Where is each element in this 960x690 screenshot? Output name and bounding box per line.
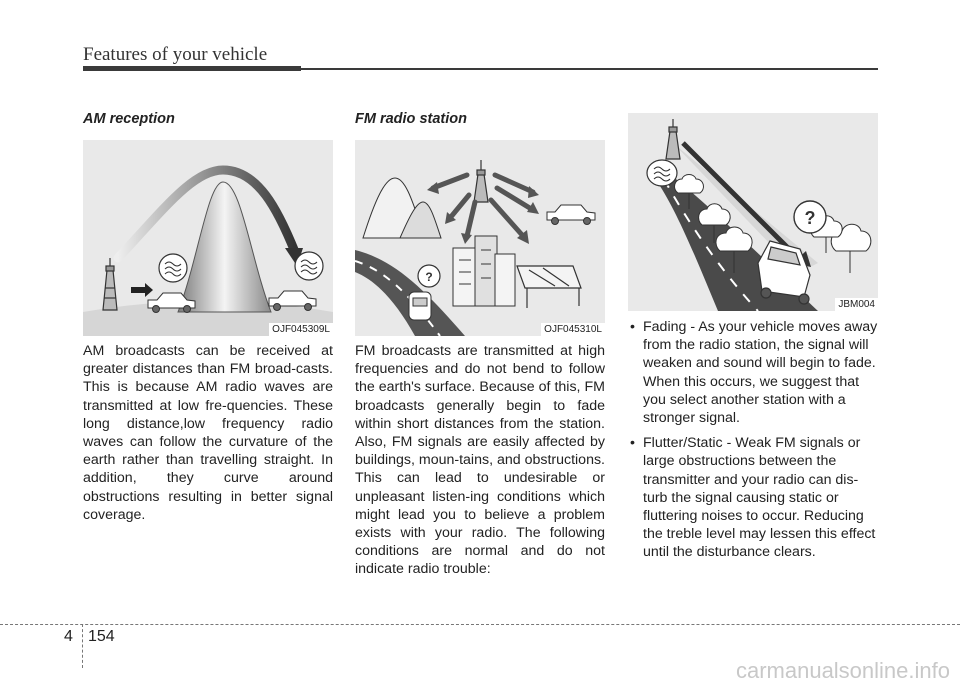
am-reception-figure — [83, 140, 333, 336]
watermark: carmanualsonline.info — [735, 658, 950, 683]
sound-bubble-icon — [295, 252, 323, 280]
list-item: • Fading - As your vehicle moves away from the radio station, the signal will weaken and sound will begin to fade. When this occurs, we suggest that you select another station with a stronger signal. — [630, 319, 878, 427]
bullet-fading-text: Fading - As your vehicle moves away from the radio station, the signal will weaken and sound will begin to fade. When this occurs, we suggest that you select another station with a stronger signal. — [643, 319, 878, 427]
sound-bubble-icon — [159, 254, 187, 282]
header-rule-thin — [301, 68, 878, 70]
am-reception-body: AM broadcasts can be received at greater distances than FM broad-casts. This is because AM radio waves are transmitted at low fre-quencies. These long distance,low frequency radio waves can follow the curvature of the earth rather than travelling straight. In addition, they curve around obstructions resulting in better signal coverage. — [83, 343, 333, 523]
fm-radio-station-body: FM broadcasts are transmitted at high frequencies and do not bend to follow the earth's surface. Because of this, FM broadcasts generally begin to fade within short distances from the station. Also, FM signals are easily affected by buildings, moun-tains, and obstructions. This can lead to undesirable or unpleasant listen-ing conditions which might lead you to believe a problem exists with your radio. The following conditions are normal and do not indicate radio trouble: — [355, 343, 605, 578]
signal-fading-figure — [628, 113, 878, 311]
svg-text:?: ? — [804, 208, 816, 228]
bullet-flutter-static-text: Flutter/Static - Weak FM signals or large obstructions between the transmitter and your radio can dis-turb the signal causing static or fluttering noises to occur. Reducing the treble level may lessen this effect until the disturbance clears. — [643, 435, 876, 561]
page-header-title: Features of your vehicle — [83, 44, 268, 65]
figure-code: OJF045310L — [541, 323, 605, 336]
chapter-number: 4 — [64, 628, 73, 645]
header-rule-thick — [83, 66, 301, 71]
page-number: 154 — [88, 628, 115, 645]
figure-code: JBM004 — [835, 298, 878, 311]
sound-bubble-icon — [647, 160, 677, 186]
am-reception-heading: AM reception — [83, 111, 175, 127]
fm-radio-station-heading: FM radio station — [355, 111, 467, 127]
svg-text:?: ? — [425, 270, 433, 284]
question-bubble-icon — [418, 265, 440, 287]
footer-divider — [82, 624, 83, 668]
footer-rule — [0, 624, 960, 625]
radio-conditions-list — [628, 318, 878, 569]
car-icon — [409, 292, 431, 320]
figure-code: OJF045309L — [269, 323, 333, 336]
question-bubble-icon — [794, 201, 826, 233]
fm-radio-station-figure — [355, 140, 605, 336]
list-item: • Flutter/Static - Weak FM signals or large obstructions between the transmitter and your radio can dis-turb the signal causing static or fluttering noises to occur. Reducing the treble level may lessen this effect until the disturbance clears. — [630, 435, 876, 561]
